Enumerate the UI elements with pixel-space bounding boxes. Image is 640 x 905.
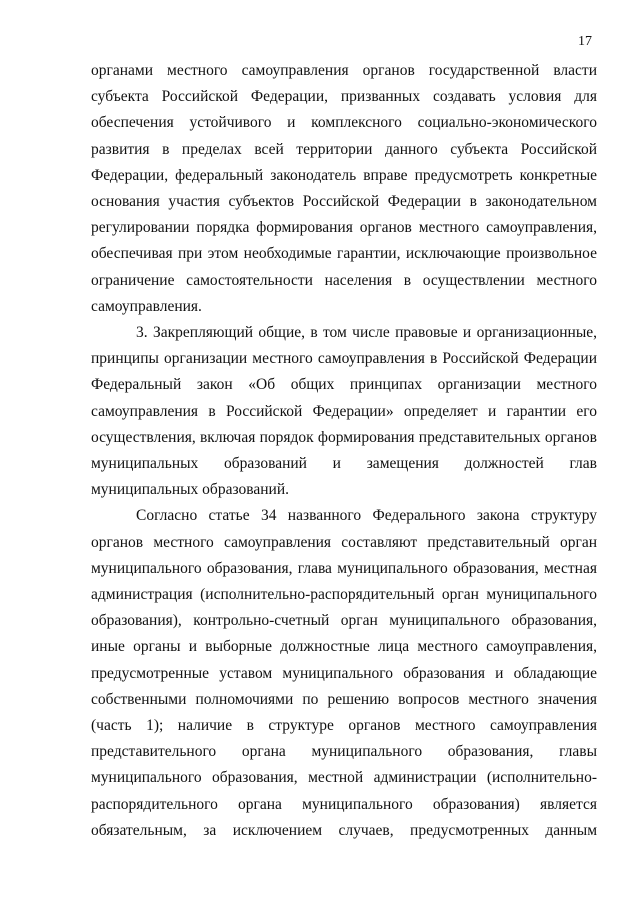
paragraph-item-3: 3. Закрепляющий общие, в том числе правовые и организационные, принципы организации местного самоуправления в Российской Федерации Федеральный закон «Об общих принципах организации местного самоуправления в Российской Федерации» определяет и гарантии его осуществления, включая порядок формирования представительных органов муниципальных образований и замещения должностей глав муниципальных образований. bbox=[91, 324, 597, 499]
page-number: 17 bbox=[578, 34, 592, 49]
document-body bbox=[91, 58, 597, 844]
paragraph-continuation: органами местного самоуправления органов государственной власти субъекта Российской Федерации, призванных создавать условия для обеспечения устойчивого и комплексного социально-экономического развития в пределах всей территории данного субъекта Российской Федерации, федеральный законодатель вправе предусмотреть конкретные основания участия субъектов Российской Федерации в законодательном регулировании порядка формирования органов местного самоуправления, обеспечивая при этом необходимые гарантии, исключающие произвольное ограничение самостоятельности населения в осуществлении местного самоуправления. bbox=[91, 62, 597, 315]
paragraph-article-34: Согласно статье 34 названного Федерального закона структуру органов местного самоуправления составляют представительный орган муниципального образования, глава муниципального образования, местная администрация (исполнительно-распорядительный орган муниципального образования), контрольно-счетный орган муниципального образования, иные органы и выборные должностные лица местного самоуправления, предусмотренные уставом муниципального образования и обладающие собственными полномочиями по решению вопросов местного значения (часть 1); наличие в структуре органов местного самоуправления представительного органа муниципального образования, главы муниципального образования, местной администрации (исполнительно-распорядительного органа муниципального образования) является обязательным, за исключением случаев, предусмотренных данным bbox=[91, 507, 597, 839]
